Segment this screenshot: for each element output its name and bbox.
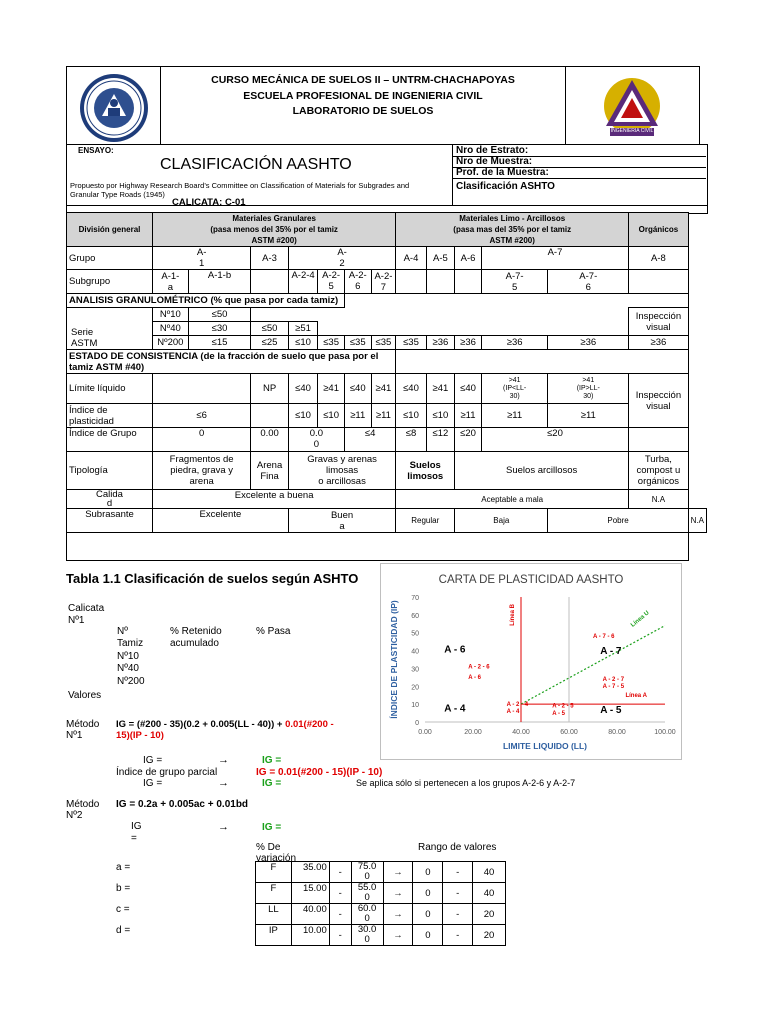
var-d-hi: 20	[473, 925, 506, 946]
ensayo-label: ENSAYO:	[78, 146, 114, 155]
ig-a5: ≤12	[426, 428, 455, 452]
subgroup-a27: A-2- 7	[371, 270, 396, 294]
ensayo-hline	[66, 205, 707, 206]
x-tick-label: 60.00	[560, 729, 578, 736]
var-c-dash: -	[329, 904, 351, 925]
var-c-v2: 60.0 0	[351, 904, 383, 925]
var-d-arrow: →	[383, 925, 413, 946]
n40-a1b: ≤50	[251, 322, 289, 336]
ig-a3: 0.00	[251, 428, 289, 452]
division-header: División general	[67, 213, 153, 247]
ig-a26-a27: ≤4	[344, 428, 395, 452]
ll-a25: ≥41	[318, 374, 345, 404]
sub-baja: Baja	[455, 509, 548, 533]
ensayo-divider	[452, 144, 453, 205]
header-right-divider	[565, 66, 566, 144]
ll-a6: ≤40	[455, 374, 482, 404]
calicata-n1: Calicata Nº1	[68, 603, 105, 626]
group-a4: A-4	[396, 247, 426, 270]
ig-a8-empty	[629, 428, 689, 452]
ll-a27: ≥41	[371, 374, 396, 404]
region-label: A - 6	[468, 675, 481, 682]
n40-a3: ≥51	[288, 322, 317, 336]
profundidad-label: Prof. de la Muestra:	[456, 167, 549, 178]
ip-label: Índice de plasticidad	[67, 404, 153, 428]
var-a-dash: -	[329, 862, 351, 883]
n40-a1a: ≤30	[188, 322, 251, 336]
school-title: ESCUELA PROFESIONAL DE INGENIERIA CIVIL	[243, 90, 483, 102]
test-description: Propuesto por Highway Research Board’s Committee on Classification of Materials for Subgrades and Granular Type Roads (1945)	[70, 181, 410, 199]
subgroup-a1a: A-1- a	[152, 270, 188, 294]
ip-a75: ≥11	[481, 404, 548, 428]
metodo1-label: Método Nº1	[66, 719, 100, 741]
region-label: A - 2 - 7	[602, 676, 625, 683]
var-d-v1: 10.00	[291, 925, 329, 946]
n200-a5: ≥36	[455, 336, 482, 350]
n-tamiz-header: Nº Tamiz	[117, 626, 144, 649]
formula-2: IG = 0.2a + 0.005ac + 0.01bd	[116, 799, 249, 810]
region-label: A - 2 - 6	[468, 664, 490, 671]
tip-suelos-limosos: Suelos limosos	[396, 452, 455, 490]
n200-a24: ≤35	[318, 336, 345, 350]
var-c-key: LL	[256, 904, 292, 925]
var-d-key: IP	[256, 925, 292, 946]
ig-eq-3: IG =	[131, 821, 142, 844]
region-label: A - 5	[552, 710, 565, 717]
valores-cut-row	[94, 704, 294, 708]
subgroup-a6-empty	[455, 270, 482, 294]
ig-result-1: IG =	[262, 755, 282, 766]
x-tick-label: 80.00	[608, 729, 626, 736]
var-a-key: F	[256, 862, 292, 883]
muestra-label: Nro de Muestra:	[456, 156, 533, 167]
region-label: A - 7	[600, 646, 622, 658]
var-b-v2: 55.0 0	[351, 883, 383, 904]
retenido-header: % Retenido acumulado	[170, 626, 222, 649]
ig-a7: ≤20	[481, 428, 628, 452]
var-c-arrow: →	[383, 904, 413, 925]
ll-a76: >41 (IP>LL- 30)	[548, 374, 629, 404]
x-tick-label: 40.00	[512, 729, 530, 736]
inspeccion-visual-1: Inspección visual	[629, 308, 689, 336]
tip-gravas: Gravas y arenas limosas o arcillosas	[288, 452, 395, 490]
row-label-b: b =	[116, 883, 131, 894]
x-axis-label: LIMITE LIQUIDO (LL)	[502, 741, 588, 751]
var-a-arrow: →	[383, 862, 413, 883]
var-b-v1: 15.00	[291, 883, 329, 904]
tip-arena-fina: Arena Fina	[251, 452, 289, 490]
metodo2-label: Método Nº2	[66, 799, 100, 821]
ig-a4: ≤8	[396, 428, 426, 452]
line-label: Línea A	[625, 693, 647, 699]
region-label: A - 2 - 4	[506, 701, 529, 708]
sub-buena: Buen a	[288, 509, 395, 533]
ig-a24-a25: 0.0 0	[288, 428, 344, 452]
nota-a26-a27: Se aplica sólo si pertenecen a los grupos A-2-6 y A-2-7	[356, 778, 576, 788]
var-a-v1: 35.00	[291, 862, 329, 883]
subgroup-a8-empty	[629, 270, 689, 294]
line-label: Línea U	[630, 610, 651, 629]
group-a8: A-8	[629, 247, 689, 270]
serie-astm-label: Serie ASTM	[67, 308, 153, 350]
y-tick-label: 0	[415, 720, 419, 727]
consistencia-blank	[396, 350, 688, 374]
sub-pobre: Pobre	[548, 509, 688, 533]
variation-table	[255, 861, 506, 946]
region-label: A - 6	[444, 644, 466, 656]
var-c-v1: 40.00	[291, 904, 329, 925]
tabla-title: Tabla 1.1 Clasificación de suelos según ASHTO	[66, 571, 359, 586]
var-b-arrow: →	[383, 883, 413, 904]
aashto-table	[66, 212, 707, 561]
ip-a27: ≥11	[371, 404, 396, 428]
x-tick-label: 100.00	[654, 729, 676, 736]
ig-result-3: IG =	[262, 822, 282, 833]
n200-label: Nº200	[152, 336, 188, 350]
inspeccion-visual-2: Inspección visual	[629, 374, 689, 428]
row-label-d: d =	[116, 925, 131, 936]
var-d-dash: -	[329, 925, 351, 946]
subrasante-label: Subrasante	[67, 509, 153, 533]
group-a2: A- 2	[288, 247, 395, 270]
faculty-logo-caption: INGENIERIA CIVIL	[610, 128, 654, 134]
n10-label: Nº10	[152, 308, 188, 322]
ip-a24: ≤10	[288, 404, 317, 428]
row-label-c: c =	[116, 904, 130, 915]
n40-label: Nº40	[152, 322, 188, 336]
table-footer-blank	[67, 533, 689, 561]
y-tick-label: 70	[411, 595, 419, 602]
subgroup-a24: A-2-4	[288, 270, 317, 294]
pasa-header: % Pasa	[256, 626, 291, 637]
region-label: A - 7 - 5	[602, 684, 625, 691]
n200-a1b: ≤25	[251, 336, 289, 350]
region-label: A - 5	[600, 705, 622, 717]
y-tick-label: 10	[411, 702, 419, 710]
subgroup-a4-empty	[396, 270, 426, 294]
var-c-dash2: -	[443, 904, 473, 925]
ensayo-frame	[66, 144, 708, 214]
y-tick-label: 40	[411, 648, 419, 656]
n200-a26: ≤35	[371, 336, 396, 350]
ip-a5: ≤10	[426, 404, 455, 428]
sub-na: N.A	[688, 509, 706, 533]
ll-a4: ≤40	[396, 374, 426, 404]
tip-suelos-arcillosos: Suelos arcillosos	[455, 452, 629, 490]
line-label: Línea B	[509, 604, 516, 626]
subgrupo-label: Subgrupo	[67, 270, 153, 294]
subgroup-a5-empty	[426, 270, 455, 294]
var-d-lo: 0	[413, 925, 443, 946]
calidad-excelente: Excelente a buena	[152, 490, 395, 509]
ig-eq-2: IG =	[143, 778, 163, 789]
y-tick-label: 50	[411, 630, 419, 638]
university-seal-logo	[76, 72, 152, 147]
n200-a75: ≥36	[548, 336, 629, 350]
region-label: A - 7 - 6	[593, 634, 615, 641]
group-a6: A-6	[455, 247, 482, 270]
ll-a1-empty	[152, 374, 250, 404]
ip-a26: ≥11	[344, 404, 371, 428]
ig-a1: 0	[152, 428, 250, 452]
y-tick-label: 20	[411, 684, 419, 692]
var-b-lo: 0	[413, 883, 443, 904]
var-a-dash2: -	[443, 862, 473, 883]
ip-a4: ≤10	[396, 404, 426, 428]
var-d-v2: 30.0 0	[351, 925, 383, 946]
group-a7: A-7	[481, 247, 628, 270]
ensayo-hline-3	[452, 178, 706, 179]
ll-a5: ≥41	[426, 374, 455, 404]
ig-parcial-label: Índice de grupo parcial	[116, 767, 218, 778]
subgroup-a76: A-7- 6	[548, 270, 629, 294]
plasticity-chart	[381, 564, 681, 759]
n200-a1a: ≤15	[188, 336, 251, 350]
calidad-aceptable: Aceptable a mala	[396, 490, 629, 509]
ll-a26: ≤40	[344, 374, 371, 404]
ig-result-2: IG =	[262, 778, 282, 789]
group-a3: A-3	[251, 247, 289, 270]
variation-row-labels	[116, 862, 130, 946]
consistencia-header: ESTADO DE CONSISTENCIA (de la fracción de suelo que pasa por el tamiz ASTM #40)	[67, 350, 396, 374]
subgroup-a25: A-2-5	[318, 270, 345, 294]
x-tick-label: 0.00	[418, 729, 432, 736]
var-c-lo: 0	[413, 904, 443, 925]
course-title: CURSO MECÁNICA DE SUELOS II – UNTRM-CHACHAPOYAS	[211, 74, 515, 86]
formula-1-red: 0.01(#200 - 15)(IP - 10)	[116, 719, 334, 741]
grupo-label: Grupo	[67, 247, 153, 270]
calidad-na: N.A	[629, 490, 689, 509]
region-label: A - 2 - 5	[552, 703, 574, 710]
region-label: A - 4	[506, 709, 520, 716]
calicata-label: CALICATA: C-01	[172, 197, 246, 208]
n200-a6: ≥36	[481, 336, 548, 350]
ll-np: NP	[251, 374, 289, 404]
tamiz-10: Nº10	[117, 651, 139, 662]
y-tick-label: 60	[411, 612, 419, 620]
plasticity-chart-frame	[380, 563, 682, 760]
formula-1	[116, 719, 376, 741]
ig-a6: ≤20	[455, 428, 482, 452]
tamiz-40: Nº40	[117, 663, 139, 674]
region-label: A - 4	[444, 703, 466, 715]
var-a-v2: 75.0 0	[351, 862, 383, 883]
ip-a25: ≤10	[318, 404, 345, 428]
limo-header: Materiales Limo - Arcillosos (pasa mas del 35% por el tamiz ASTM #200)	[396, 213, 629, 247]
rango-header: Rango de valores	[418, 842, 497, 853]
granular-header: Materiales Granulares (pasa menos del 35% por el tamiz ASTM #200)	[152, 213, 395, 247]
n10-a1a: ≤50	[188, 308, 251, 322]
arrow-2: →	[218, 777, 229, 789]
ip-a3-empty	[251, 404, 289, 428]
organicos-header: Orgánicos	[629, 213, 689, 247]
clasificacion-label: Clasificación ASHTO	[456, 181, 555, 192]
sub-excelente: Excelente	[152, 509, 288, 533]
ll-a75: >41 (IP<LL- 30)	[481, 374, 548, 404]
valores-label: Valores	[68, 690, 102, 701]
granulometrico-header: ANALISIS GRANULOMÉTRICO (% que pasa por cada tamiz)	[67, 294, 345, 308]
ip-a76: ≥11	[548, 404, 629, 428]
ll-a24: ≤40	[288, 374, 317, 404]
subgroup-a1b: A-1-b	[188, 270, 251, 294]
subgroup-a3-empty	[251, 270, 289, 294]
test-title: CLASIFICACIÓN AASHTO	[160, 156, 352, 173]
ig-eq-1: IG =	[143, 755, 163, 766]
pct-variacion-header: % De variación	[256, 842, 297, 864]
n200-a25: ≤35	[344, 336, 371, 350]
n40-blank	[318, 322, 629, 336]
var-a-hi: 40	[473, 862, 506, 883]
var-b-hi: 40	[473, 883, 506, 904]
var-c-hi: 20	[473, 904, 506, 925]
tip-fragmentos: Fragmentos de piedra, grava y arena	[152, 452, 250, 490]
tip-turba: Turba, compost u orgánicos	[629, 452, 689, 490]
var-b-dash2: -	[443, 883, 473, 904]
ip-a1: ≤6	[152, 404, 250, 428]
n10-blank	[251, 308, 629, 322]
n200-a3: ≤10	[288, 336, 317, 350]
chart-title: CARTA DE PLASTICIDAD AASHTO	[438, 574, 624, 586]
ip-a6: ≥11	[455, 404, 482, 428]
calidad-label: Calida d	[67, 490, 153, 509]
group-a5: A-5	[426, 247, 455, 270]
arrow-1: →	[218, 754, 229, 766]
estrato-label: Nro de Estrato:	[456, 145, 529, 156]
n200-a4: ≥36	[426, 336, 455, 350]
tamiz-200: Nº200	[117, 676, 145, 687]
ig-label: Índice de Grupo	[67, 428, 153, 452]
subgroup-a75: A-7- 5	[481, 270, 548, 294]
var-b-key: F	[256, 883, 292, 904]
ll-label: Límite líquido	[67, 374, 153, 404]
n200-a27: ≤35	[396, 336, 426, 350]
y-tick-label: 30	[411, 666, 419, 674]
row-label-a: a =	[116, 862, 131, 873]
var-b-dash: -	[329, 883, 351, 904]
n200-a76: ≥36	[629, 336, 689, 350]
group-a1: A- 1	[152, 247, 250, 270]
subgroup-a26: A-2-6	[344, 270, 371, 294]
tipologia-label: Tipología	[67, 452, 153, 490]
sub-regular: Regular	[396, 509, 455, 533]
lab-title: LABORATORIO DE SUELOS	[292, 105, 434, 117]
arrow-3: →	[218, 821, 229, 833]
var-d-dash2: -	[443, 925, 473, 946]
var-a-lo: 0	[413, 862, 443, 883]
y-axis-label: ÍNDICE DE PLASTICIDAD (IP)	[389, 600, 399, 719]
ig-parcial-formula: IG = 0.01(#200 - 15)(IP - 10)	[256, 767, 383, 778]
x-tick-label: 20.00	[464, 729, 482, 736]
granulometrico-blank	[344, 294, 688, 308]
formula-1-black: IG = (#200 - 35)(0.2 + 0.005(LL - 40)) +	[116, 719, 286, 730]
